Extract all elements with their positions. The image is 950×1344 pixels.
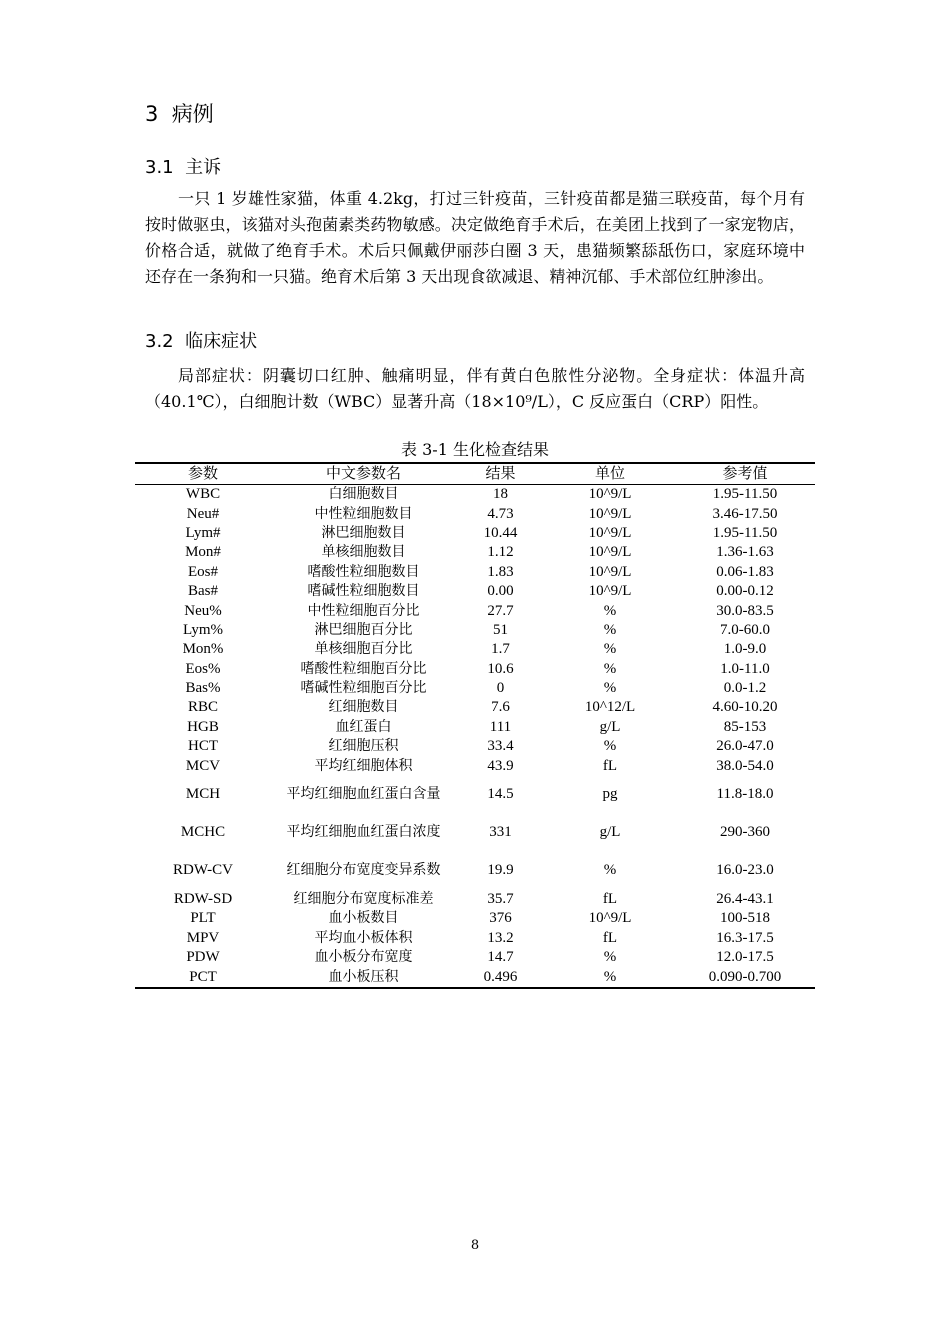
table-row — [135, 776, 815, 814]
subsection-title: 临床症状 — [185, 331, 258, 352]
cell-reference: 85-153 — [723, 718, 767, 735]
table-row — [135, 660, 815, 679]
cell-unit: fL — [602, 929, 618, 946]
table-row — [135, 929, 815, 948]
cell-reference: 290-360 — [720, 824, 770, 841]
cell-param: PDW — [186, 949, 220, 966]
cell-reference: 12.0-17.5 — [716, 949, 774, 966]
cell-cn-name: 中性粒细胞百分比 — [307, 602, 420, 619]
cell-unit: % — [603, 738, 617, 755]
subsection-heading-symptoms — [145, 327, 257, 353]
cell-cn-name: 红细胞压积 — [328, 738, 399, 755]
cell-cn-name: 淋巴细胞百分比 — [314, 621, 413, 638]
cell-param: HCT — [188, 738, 218, 755]
header-unit: 单位 — [545, 463, 675, 485]
cell-result: 18 — [493, 486, 508, 503]
cell-unit: % — [603, 641, 617, 658]
subsection-title: 主诉 — [185, 157, 222, 178]
cell-reference: 1.95-11.50 — [712, 524, 778, 541]
cell-param: Lym# — [185, 524, 221, 541]
cell-unit: g/L — [599, 718, 621, 735]
cell-reference: 1.36-1.63 — [716, 544, 774, 561]
cell-cn-name: 平均红细胞血红蛋白浓度 — [286, 824, 441, 841]
table-row — [135, 756, 815, 775]
header-result: 结果 — [456, 463, 545, 485]
cell-unit: 10^9/L — [588, 486, 632, 503]
table-row — [135, 967, 815, 987]
cell-cn-name: 嗜酸性粒细胞数目 — [307, 563, 420, 580]
table-row — [135, 698, 815, 717]
cell-reference: 30.0-83.5 — [716, 602, 774, 619]
table-row — [135, 718, 815, 737]
cell-unit: pg — [602, 786, 618, 803]
cell-cn-name: 嗜碱性粒细胞百分比 — [300, 680, 427, 697]
table-row — [135, 543, 815, 562]
cell-unit: % — [603, 621, 617, 638]
cell-reference: 1.0-11.0 — [720, 660, 770, 677]
cell-param: MCH — [185, 786, 221, 803]
symptoms-paragraph: 局部症状：阴囊切口红肿、触痛明显，伴有黄白色脓性分泌物。全身症状：体温升高（40.1℃），白细胞计数（WBC）显著升高（18×10⁹/L），C 反应蛋白（CRP）阳性。 — [145, 366, 805, 411]
cell-param: Mon# — [185, 544, 221, 561]
cell-unit: % — [603, 949, 617, 966]
table-row — [135, 563, 815, 582]
cell-result: 0 — [496, 680, 505, 697]
table-row — [135, 890, 815, 909]
cell-cn-name: 中性粒细胞数目 — [314, 505, 413, 522]
page-number: 8 — [470, 1238, 480, 1253]
table-row — [135, 621, 815, 640]
cell-unit: fL — [602, 891, 618, 908]
table-row — [135, 814, 815, 852]
cell-unit: % — [603, 680, 617, 697]
cell-result: 331 — [489, 824, 512, 841]
cell-result: 111 — [489, 718, 512, 735]
cell-param: RDW-CV — [173, 862, 233, 879]
cell-cn-name: 平均红细胞血红蛋白含量 — [286, 786, 441, 803]
cell-reference: 1.0-9.0 — [723, 641, 767, 658]
cell-unit: % — [545, 967, 675, 987]
table-row — [135, 737, 815, 756]
cell-cn-name: 单核细胞数目 — [321, 544, 406, 561]
cell-result: 19.9 — [487, 862, 514, 879]
cell-result: 1.83 — [487, 563, 514, 580]
table-row — [135, 504, 815, 523]
table-row — [135, 485, 815, 505]
cell-param: RBC — [187, 699, 218, 716]
header-reference: 参考值 — [675, 463, 815, 485]
cell-unit: % — [603, 602, 617, 619]
cell-cn-name: 嗜酸性粒细胞百分比 — [300, 660, 427, 677]
cell-unit: g/L — [599, 824, 621, 841]
cell-unit: 10^9/L — [588, 524, 632, 541]
cell-param: Lym% — [183, 621, 223, 638]
cell-reference: 100-518 — [720, 910, 770, 927]
cell-result: 4.73 — [487, 505, 514, 522]
cell-cn-name: 平均红细胞体积 — [314, 757, 413, 774]
cell-result: 43.9 — [487, 757, 514, 774]
cell-unit: 10^9/L — [588, 544, 632, 561]
cell-param: Neu% — [184, 602, 222, 619]
header-cn-name: 中文参数名 — [271, 463, 456, 485]
cell-param: Neu# — [186, 505, 220, 522]
cell-param: HGB — [187, 718, 219, 735]
table-row — [135, 948, 815, 967]
section-heading — [145, 98, 214, 128]
cell-result: 1.7 — [491, 641, 510, 658]
table-row — [135, 640, 815, 659]
cell-result: 33.4 — [487, 738, 514, 755]
cell-reference: 0.0-1.2 — [723, 680, 767, 697]
cell-reference: 11.8-18.0 — [716, 786, 774, 803]
cell-param: Bas% — [185, 680, 221, 697]
cell-param: PLT — [190, 910, 216, 927]
cell-cn-name: 红细胞数目 — [328, 699, 399, 716]
cell-result: 0.496 — [456, 967, 545, 987]
cell-param: RDW-SD — [173, 891, 233, 908]
table-caption: 表 3-1 生化检查结果 — [401, 440, 549, 459]
cell-cn-name: 白细胞数目 — [328, 486, 399, 503]
cell-param: Mon% — [182, 641, 224, 658]
cell-reference: 26.4-43.1 — [716, 891, 774, 908]
cell-result: 14.5 — [487, 786, 514, 803]
cell-param: Eos# — [188, 563, 218, 580]
table-row — [135, 852, 815, 890]
cell-reference: 3.46-17.50 — [712, 505, 778, 522]
table-row — [135, 601, 815, 620]
cell-cn-name: 血小板数目 — [328, 910, 399, 927]
cell-cn-name: 淋巴细胞数目 — [321, 524, 406, 541]
cell-cn-name: 红细胞分布宽度标准差 — [293, 891, 434, 908]
cell-cn-name: 嗜碱性粒细胞数目 — [307, 583, 420, 600]
cell-cn-name: 血红蛋白 — [335, 718, 392, 735]
cell-result: 13.2 — [487, 929, 514, 946]
cell-reference: 0.090-0.700 — [675, 967, 815, 987]
table-row — [135, 909, 815, 928]
cell-param: MPV — [186, 929, 220, 946]
table-row — [135, 524, 815, 543]
cell-param: MCV — [185, 757, 221, 774]
subsection-number: 3.2 — [145, 331, 174, 352]
cell-param: PCT — [135, 967, 271, 987]
cell-result: 0.00 — [487, 583, 514, 600]
cell-reference: 0.06-1.83 — [716, 563, 774, 580]
cell-param: WBC — [185, 486, 221, 503]
cell-result: 1.12 — [487, 544, 514, 561]
cell-reference: 16.0-23.0 — [716, 862, 774, 879]
cell-result: 14.7 — [487, 949, 514, 966]
subsection-heading-complaint — [145, 153, 221, 179]
cell-param: MCHC — [180, 824, 226, 841]
table-row — [135, 679, 815, 698]
cell-reference: 1.95-11.50 — [712, 486, 778, 503]
cell-reference: 7.0-60.0 — [720, 621, 770, 638]
cell-result: 376 — [489, 910, 512, 927]
complaint-paragraph: 一只 1 岁雄性家猫，体重 4.2kg，打过三针疫苗，三针疫苗都是猫三联疫苗，每个月有按时做驱虫，该猫对头孢菌素类药物敏感。决定做绝育手术后，在美团上找到了一家宠物店，价格合适，就做了绝育手术。术后只佩戴伊丽莎白圈 3 天，患猫频繁舔舐伤口，家庭环境中还存在一条狗和一只猫。绝育术后第 3 天出现食欲减退、精神沉郁、手术部位红肿渗出。 — [145, 189, 805, 286]
cell-result: 7.6 — [491, 699, 510, 716]
cell-unit: 10^12/L — [584, 699, 636, 716]
cell-unit: 10^9/L — [588, 910, 632, 927]
cell-unit: fL — [602, 757, 618, 774]
cell-reference: 38.0-54.0 — [716, 757, 774, 774]
cell-cn-name: 血小板分布宽度 — [314, 949, 413, 966]
cell-cn-name: 单核细胞百分比 — [314, 641, 413, 658]
section-number: 3 — [145, 102, 159, 126]
cell-cn-name: 平均血小板体积 — [314, 929, 413, 946]
cell-reference: 4.60-10.20 — [712, 699, 778, 716]
cell-unit: % — [603, 660, 617, 677]
header-param: 参数 — [135, 463, 271, 485]
cell-result: 10.6 — [487, 660, 514, 677]
cell-cn-name: 红细胞分布宽度变异系数 — [286, 862, 441, 879]
cell-result: 10.44 — [483, 524, 518, 541]
cell-unit: 10^9/L — [588, 583, 632, 600]
section-title: 病例 — [171, 102, 214, 126]
subsection-number: 3.1 — [145, 157, 174, 178]
cell-param: Bas# — [188, 583, 218, 600]
cell-unit: % — [603, 862, 617, 879]
cell-unit: 10^9/L — [588, 563, 632, 580]
lab-results-table — [135, 462, 815, 989]
cell-result: 51 — [493, 621, 508, 638]
cell-result: 27.7 — [487, 602, 514, 619]
cell-reference: 16.3-17.5 — [716, 929, 774, 946]
cell-reference: 0.00-0.12 — [716, 583, 774, 600]
table-header-row — [135, 463, 815, 485]
cell-cn-name: 血小板压积 — [271, 967, 456, 987]
table-row — [135, 582, 815, 601]
cell-reference: 26.0-47.0 — [716, 738, 774, 755]
cell-result: 35.7 — [487, 891, 514, 908]
cell-unit: 10^9/L — [588, 505, 632, 522]
cell-param: Eos% — [185, 660, 221, 677]
